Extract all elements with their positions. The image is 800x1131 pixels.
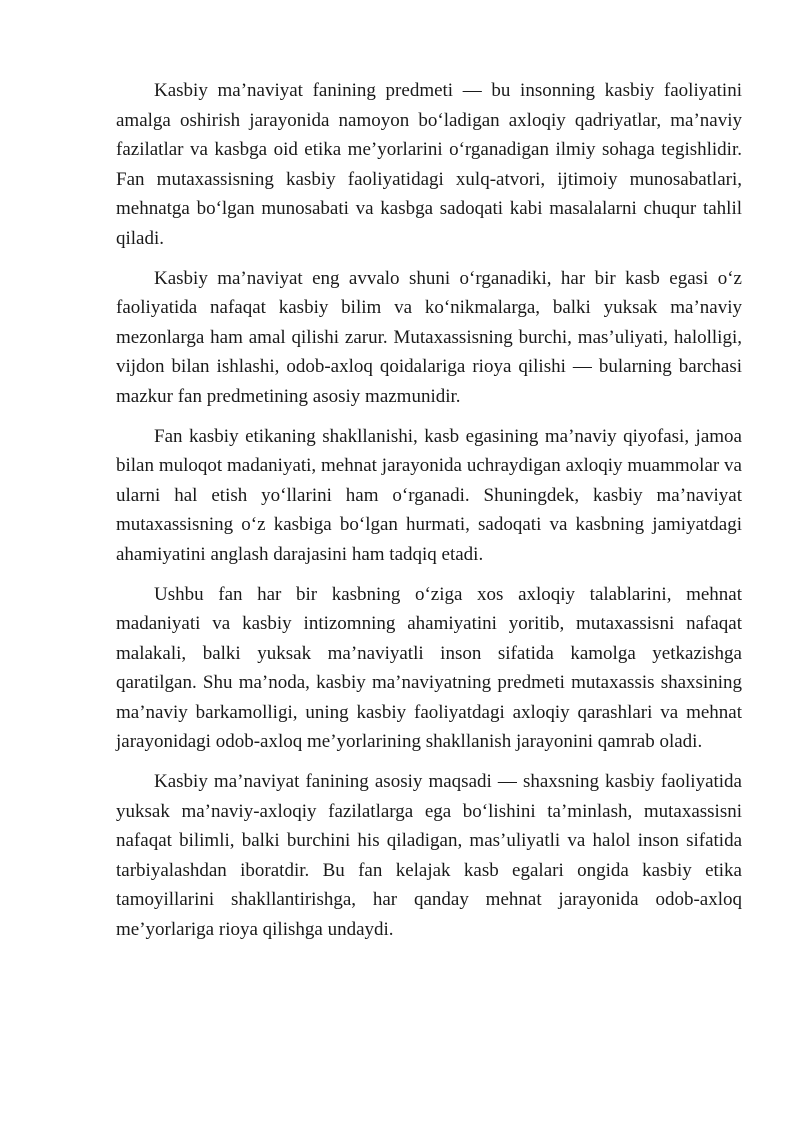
paragraph-2: Kasbiy ma’naviyat eng avvalo shuni o‘rganadiki, har bir kasb egasi o‘z faoliyatida nafaqat kasbiy bilim va ko‘nikmalarga, balki yuksak ma’naviy mezonlarga ham amal qilishi zarur. Mutaxassisning burchi, mas’uliyati, halolligi, vijdon bilan ishlashi, odob-axloq qoidalariga rioya qilishi — bularning barchasi mazkur fan predmetining asosiy mazmunidir. — [116, 267, 742, 407]
paragraph-3: Fan kasbiy etikaning shakllanishi, kasb egasining ma’naviy qiyofasi, jamoa bilan muloqot madaniyati, mehnat jarayonida uchraydigan axloqiy muammolar va ularni hal etish yo‘llarini ham o‘rganadi. Shuningdek, kasbiy ma’naviyat mutaxassisning o‘z kasbiga bo‘lgan hurmati, sadoqati va kasbning jamiyatdagi ahamiyatini anglash darajasini ham tadqiq etadi. — [116, 425, 742, 565]
paragraph-5: Kasbiy ma’naviyat fanining asosiy maqsadi — shaxsning kasbiy faoliyatida yuksak ma’naviy-axloqiy fazilatlarga ega bo‘lishini ta’minlash, mutaxassisni nafaqat bilimli, balki burchini his qiladigan, mas’uliyatli va halol inson sifatida tarbiyalashdan iboratdir. Bu fan kelajak kasb egalari ongida kasbiy etika tamoyillarini shakllantirishga, har qanday mehnat jarayonida odob-axloq me’yorlariga rioya qilishga undaydi. — [116, 771, 742, 941]
paragraph-1: Kasbiy ma’naviyat fanining predmeti — bu insonning kasbiy faoliyatini amalga oshirish jarayonida namoyon bo‘ladigan axloqiy qadriyatlar, ma’naviy fazilatlar va kasbga oid etika me’yorlarini o‘rganadigan ilmiy sohaga tegishlidir. Fan mutaxassisning kasbiy faoliyatidagi xulq-atvori, ijtimoiy munosabatlari, mehnatga bo‘lgan munosabati va kasbga sadoqati kabi masalalarni chuqur tahlil qiladi. — [116, 80, 742, 249]
paragraph-4: Ushbu fan har bir kasbning o‘ziga xos axloqiy talablarini, mehnat madaniyati va kasbiy intizomning ahamiyatini yoritib, mutaxassisni nafaqat malakali, balki yuksak ma’naviyatli inson sifatida kamolga yetkazishga qaratilgan. Shu ma’noda, kasbiy ma’naviyatning predmeti mutaxassis shaxsining ma’naviy barkamolligi, uning kasbiy faoliyatdagi axloqiy qarashlari va mehnat jarayonidagi odob-axloq me’yorlarining shakllanish jarayonini qamrab oladi. — [116, 583, 742, 753]
document-page — [116, 76, 742, 955]
